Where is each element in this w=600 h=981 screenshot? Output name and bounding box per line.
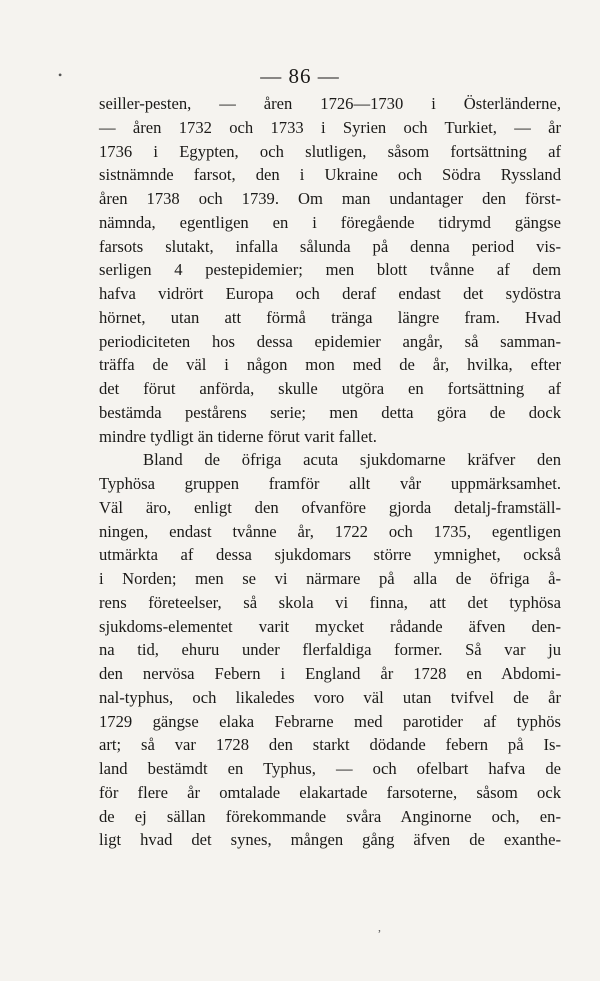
text-line: hafva vidrört Europa och deraf endast det sydöstra bbox=[99, 284, 561, 303]
margin-speck: • bbox=[58, 68, 63, 82]
text-line: serligen 4 pestepidemier; men blott tvånne af dem bbox=[99, 260, 561, 280]
text-line: utmärkta af dessa sjukdomars större ymnighet, också bbox=[99, 545, 561, 565]
text-line: ningen, endast tvånne år, 1722 och 1735, egentligen bbox=[99, 521, 561, 541]
text-line: i Norden; men se vi närmare på alla de öfriga å- bbox=[99, 569, 561, 588]
text-line: 1729 gängse elaka Febrarne med parotider af typhös bbox=[99, 711, 561, 731]
text-line: na tid, ehuru under flerfaldiga former. Så var ju bbox=[99, 640, 561, 660]
text-line: periodiciteten hos dessa epidemier angår, så samman- bbox=[99, 331, 561, 351]
text-line: mindre tydligt än tiderne förut varit fallet. bbox=[99, 426, 377, 446]
page-number: — 86 — bbox=[260, 64, 340, 88]
text-line: åren 1738 och 1739. Om man undantager den först- bbox=[99, 189, 561, 208]
text-line: sjukdoms-elementet varit mycket rådande äfven den- bbox=[99, 616, 561, 636]
text-line: de ej sällan förekommande svåra Anginorne och, en- bbox=[99, 806, 561, 826]
text-line: ligt hvad det synes, mången gång äfven de exanthe- bbox=[99, 830, 561, 850]
text-line: — åren 1732 och 1733 i Syrien och Turkiet, — år bbox=[99, 117, 561, 137]
text-line: det förut anförda, skulle utgöra en fortsättning af bbox=[99, 379, 561, 398]
text-line: rens företeelser, så skola vi finna, att det typhösa bbox=[99, 592, 561, 612]
text-line: seiller-pesten, — åren 1726—1730 i Österländerne, bbox=[99, 94, 561, 113]
text-line: nal-typhus, och likaledes voro väl utan tvifvel de år bbox=[99, 687, 561, 707]
text-line: art; så var 1728 den starkt dödande febern på Is- bbox=[99, 735, 561, 755]
text-line: för flere år omtalade elakartade farsoterne, såsom ock bbox=[99, 782, 561, 802]
text-line: hörnet, utan att förmå tränga längre fram. Hvad bbox=[99, 307, 561, 327]
text-line: land bestämdt en Typhus, — och ofelbart hafva de bbox=[99, 759, 561, 778]
text-line: Typhösa gruppen framför allt vår uppmärksamhet. bbox=[99, 474, 561, 493]
text-line: Bland de öfriga acuta sjukdomarne kräfver den bbox=[143, 450, 561, 470]
text-line: sistnämnde farsot, den i Ukraine och Södra Ryssland bbox=[99, 165, 561, 185]
margin-speck: , bbox=[378, 920, 381, 934]
body-text bbox=[99, 92, 561, 852]
text-line: den nervösa Febern i England år 1728 en Abdomi- bbox=[99, 664, 561, 683]
text-line: 1736 i Egypten, och slutligen, såsom fortsättning af bbox=[99, 141, 561, 161]
text-line: farsots slutakt, infalla sålunda på denna period vis- bbox=[99, 236, 561, 256]
text-line: nämnda, egentligen en i föregående tidrymd gängse bbox=[99, 212, 561, 232]
text-line: träffa de väl i någon mon med de år, hvilka, efter bbox=[99, 355, 561, 375]
text-line: bestämda pestårens serie; men detta göra de dock bbox=[99, 402, 561, 422]
text-line: Väl äro, enligt den ofvanföre gjorda detalj-framställ- bbox=[99, 497, 561, 517]
